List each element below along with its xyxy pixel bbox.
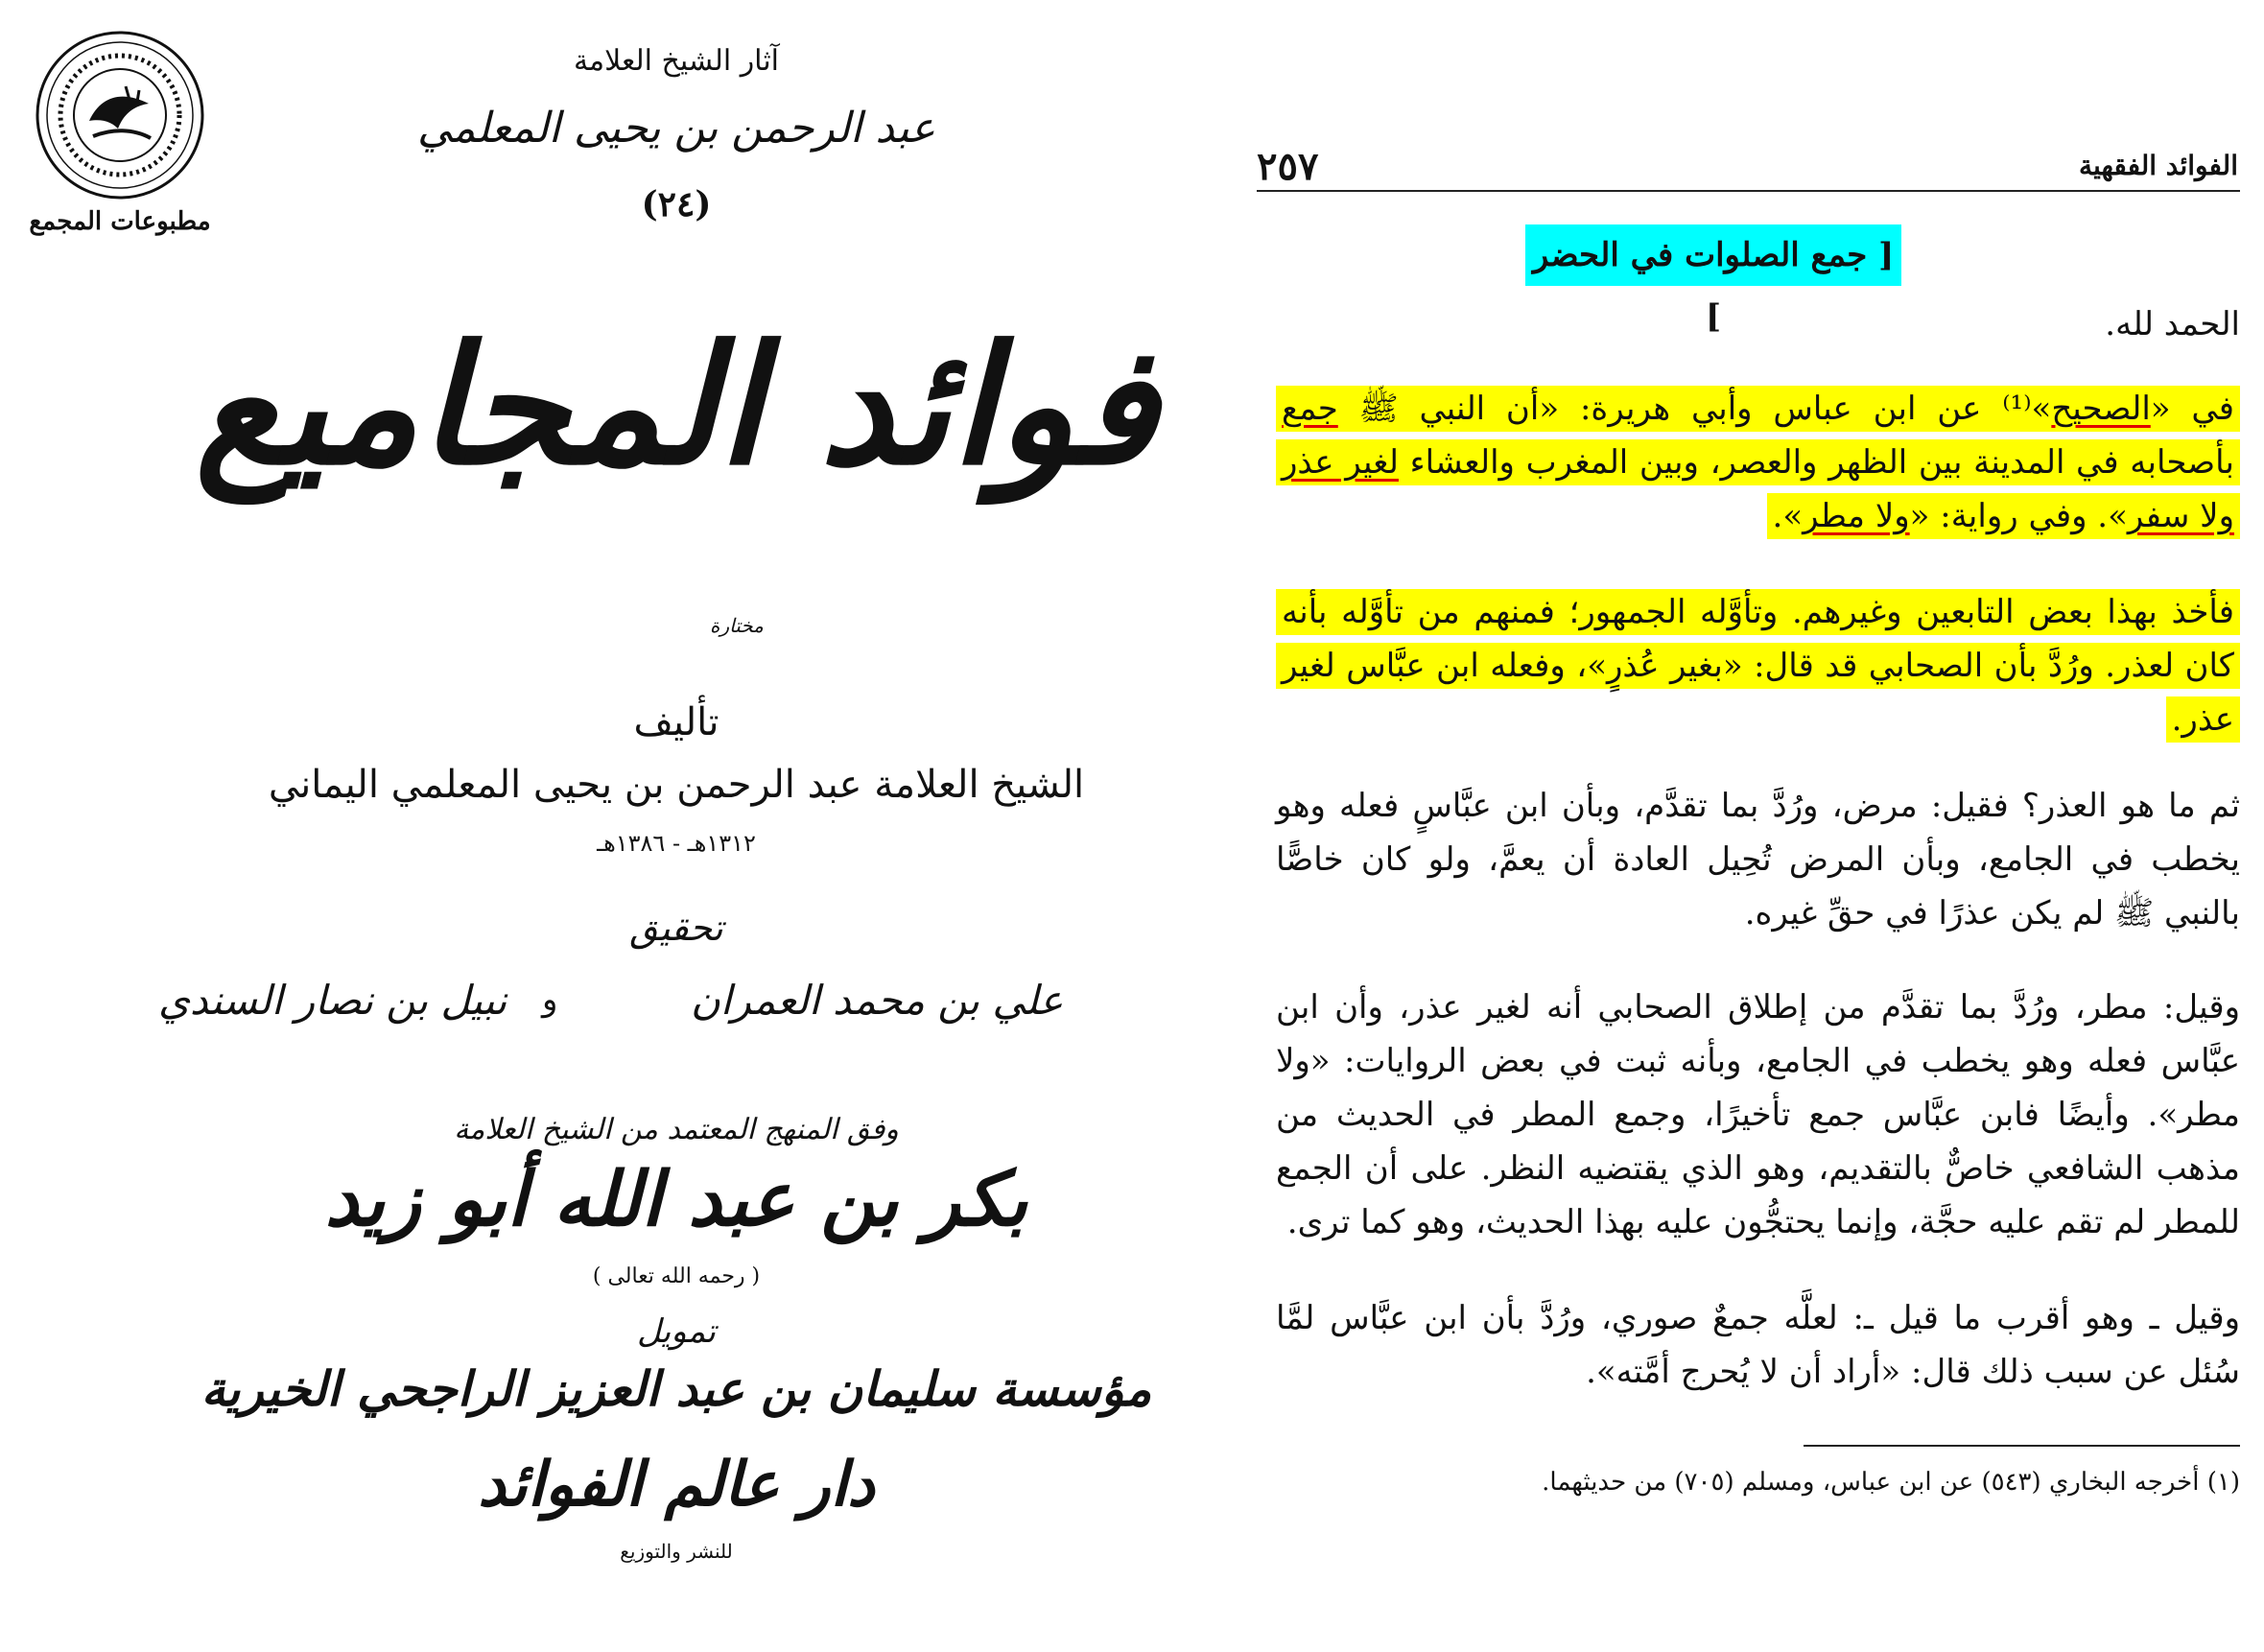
header-rule <box>1257 190 2240 192</box>
underlined-phrase: الصحيح <box>2051 389 2151 428</box>
footnote: (١) أخرجه البخاري (٥٤٣) عن ابن عباس، ومسلم (٧٠٥) من حديثهما. <box>1542 1468 2240 1497</box>
method-blessing: ( رحمه الله تعالى ) <box>592 1264 761 1288</box>
series-number: (٢٤) <box>641 184 712 224</box>
paragraph-formal-combination: وقيل ـ وهو أقرب ما قيل ـ: لعلَّه جمعٌ صوري، ورُدَّ بأن ابن عبَّاس لمَّا سُئل عن سبب ذلك قال: «أراد أن لا يُحرج أمَّته». <box>1276 1299 2240 1391</box>
author-name: الشيخ العلامة عبد الرحمن بن يحيى المعلمي اليماني <box>268 763 1085 807</box>
text-run: ». <box>1772 497 1804 535</box>
underlined-phrase: ولا مطر <box>1803 497 1910 535</box>
underlined-phrase: جمع <box>1282 389 1338 428</box>
text-run: »⁽¹⁾ عن ابن عباس وأبي هريرة: «أن النبي ﷺ <box>1337 389 2052 428</box>
series-label: آثار الشيخ العلامة <box>573 44 780 78</box>
seal-caption: مطبوعات المجمع <box>29 207 211 236</box>
title-subnote: مختارة <box>710 614 764 637</box>
highlighted-text: فأخذ بهذا بعض التابعين وغيرهم. وتأوَّله الجمهور؛ فمنهم من تأوَّله بأنه كان لعذر. ورُدَّ بأن الصحابي قد قال: «بغير عُذرٍ»، وفعله ابن عبَّاس لغير عذر. <box>1276 589 2240 743</box>
text-page <box>1199 0 2264 1652</box>
text-run: ». وفي رواية: « <box>1909 497 2128 535</box>
editor-name-1: علي بن محمد العمران <box>691 977 1064 1024</box>
editor-conjunction: و <box>542 980 558 1019</box>
highlighted-text <box>1276 386 2240 539</box>
method-name: بكر بن عبد الله أبو زيد <box>324 1156 1028 1243</box>
book-title: فوائد المجاميع <box>195 310 1158 502</box>
method-label: وفق المنهج المعتمد من الشيخ العلامة <box>454 1113 899 1146</box>
paragraph-rain: وقيل: مطر، ورُدَّ بما تقدَّم من إطلاق الصحابي أنه لغير عذر، وأن ابن عبَّاس فعله وهو يخطب في الجامع، وبأنه ثبت في بعض الروايات: «ولا مطر». وأيضًا فابن عبَّاس جمع تأخيرًا، وجمع المطر في الحديث من مذهب الشافعي خاصٌّ بالتقديم، وهو الذي يقتضيه النظر. على أن الجمع للمطر لم تقم عليه حجَّة، وإنما يحتجُّون عليه بهذا الحديث، وهو كما ترى. <box>1276 988 2240 1241</box>
underlined-phrase: لغير عذر <box>1282 443 1399 482</box>
praise-line: الحمد لله. <box>2105 305 2240 343</box>
series-name: عبد الرحمن بن يحيى المعلمي <box>417 104 935 153</box>
text-run: في « <box>2150 389 2234 428</box>
footnote-rule <box>1804 1445 2240 1447</box>
text-run: بأصحابه في المدينة بين الظهر والعصر، وبين المغرب والعشاء <box>1399 443 2234 482</box>
underlined-phrase: ولا سفر <box>2127 497 2234 535</box>
paragraph-hadith <box>1276 382 2240 543</box>
authorship-label: تأليف <box>633 700 719 744</box>
paragraph-illness: ثم ما هو العذر؟ فقيل: مرض، ورُدَّ بما تقدَّم، وبأن ابن عبَّاسٍ فعله وهو يخطب في الجامع، وبأن المرض تُحِيل العادة أن يعمَّ، ولو كان خاصًّا بالنبي ﷺ لم يكن عذرًا في حقِّ غيره. <box>1276 787 2240 932</box>
editor-name-2: نبيل بن نصار السندي <box>158 977 507 1024</box>
funding-label: تمويل <box>637 1312 716 1351</box>
running-title: الفوائد الفقهية <box>2079 150 2238 181</box>
publisher-name: دار عالم الفوائد <box>478 1449 875 1521</box>
section-heading: [ جمع الصلوات في الحضر ] <box>1525 224 1901 286</box>
funder-name: مؤسسة سليمان بن عبد العزيز الراجحي الخيرية <box>200 1360 1152 1417</box>
paragraph-interpretation <box>1276 585 2240 746</box>
publisher-subtitle: للنشر والتوزيع <box>620 1540 733 1563</box>
page-number: ٢٥٧ <box>1257 144 1319 189</box>
author-dates: ١٣١٢هـ - ١٣٨٦هـ <box>597 830 756 857</box>
editing-label: تحقيق <box>629 907 723 949</box>
